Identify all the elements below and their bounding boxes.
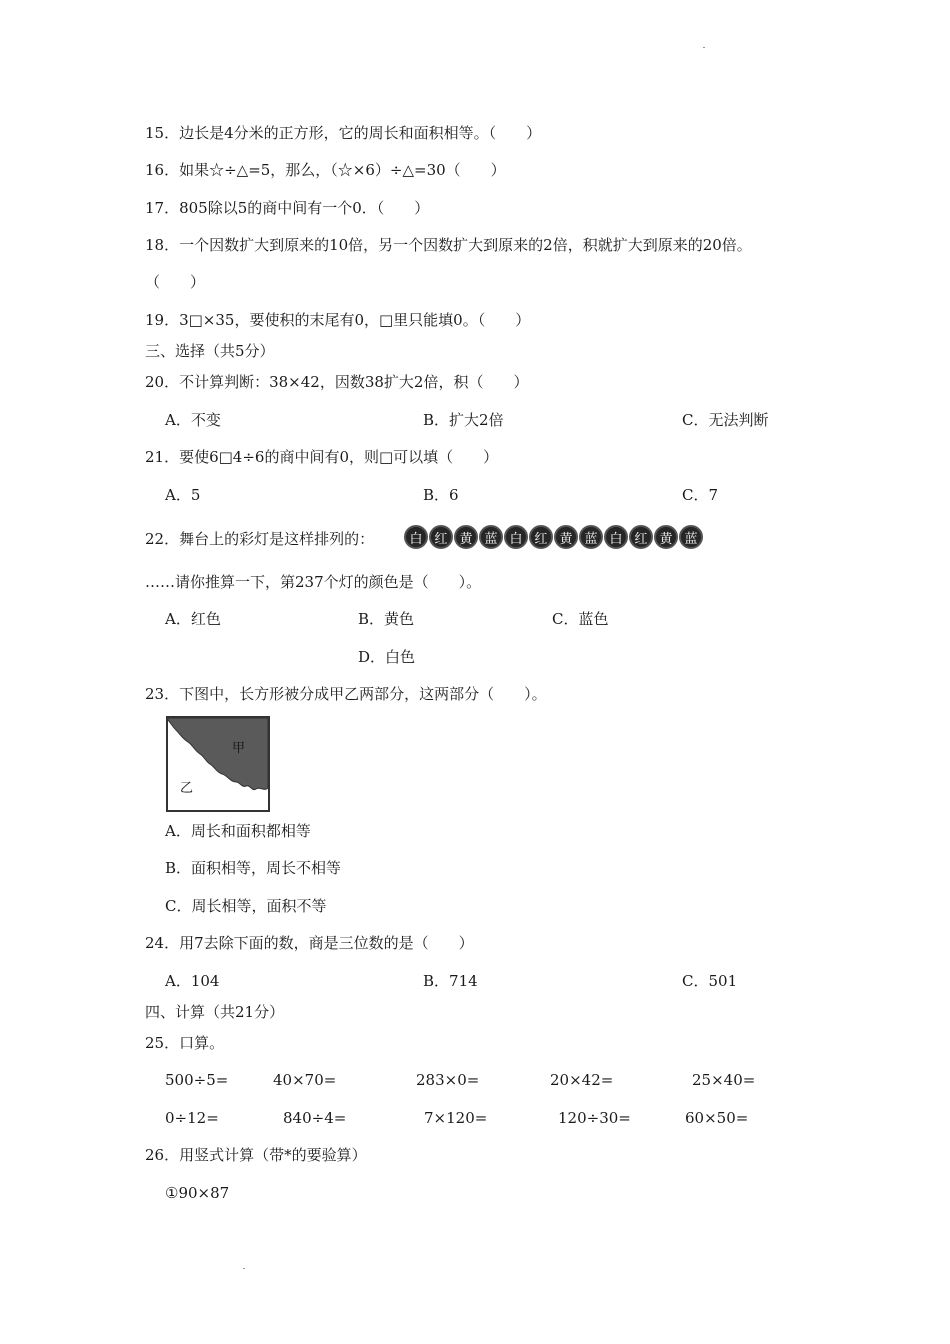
question-21-option-b: B．6 [423, 486, 459, 504]
question-24: 24．用7去除下面的数，商是三位数的是（ ） [145, 934, 474, 952]
calc-item: 25×40= [692, 1071, 756, 1089]
question-22-continued: ……请你推算一下，第237个灯的颜色是（ ）。 [145, 573, 482, 591]
lantern: 红 [529, 525, 553, 549]
question-24-option-c: C．501 [682, 972, 738, 990]
lantern: 蓝 [479, 525, 503, 549]
question-22-option-b: B．黄色 [358, 610, 415, 628]
scan-speck [703, 47, 705, 48]
question-19: 19．3□×35，要使积的末尾有0，□里只能填0。（ ） [145, 311, 531, 329]
calc-item: 500÷5= [165, 1071, 229, 1089]
question-20: 20．不计算判断：38×42，因数38扩大2倍，积（ ） [145, 373, 529, 391]
lantern: 红 [629, 525, 653, 549]
question-22: 22．舞台上的彩灯是这样排列的： [145, 530, 375, 548]
rectangle-split-diagram [166, 716, 270, 812]
section-4-heading: 四、计算（共21分） [145, 1003, 285, 1021]
calc-item: 0÷12= [165, 1109, 219, 1127]
calc-item: 120÷30= [558, 1109, 631, 1127]
rectangle-figure [166, 716, 270, 812]
question-21: 21．要使6□4÷6的商中间有0，则□可以填（ ） [145, 448, 499, 466]
calc-item: 40×70= [273, 1071, 337, 1089]
question-20-option-b: B．扩大2倍 [423, 411, 504, 429]
question-17: 17．805除以5的商中间有一个0．（ ） [145, 199, 430, 217]
question-22-option-a: A．红色 [165, 610, 221, 628]
question-18: 18．一个因数扩大到原来的10倍，另一个因数扩大到原来的2倍，积就扩大到原来的20倍。 [145, 236, 752, 254]
question-24-option-a: A．104 [165, 972, 220, 990]
question-26-item-1: ①90×87 [165, 1184, 230, 1202]
calc-item: 283×0= [416, 1071, 480, 1089]
question-16: 16．如果☆÷△=5，那么，（☆×6）÷△=30（ ） [145, 161, 506, 179]
calc-item: 840÷4= [283, 1109, 347, 1127]
lantern: 黄 [654, 525, 678, 549]
lantern: 白 [504, 525, 528, 549]
calc-item: 60×50= [685, 1109, 749, 1127]
lantern: 蓝 [679, 525, 703, 549]
question-23-option-a: A．周长和面积都相等 [165, 822, 311, 840]
question-22-option-c: C．蓝色 [552, 610, 609, 628]
question-20-option-c: C．无法判断 [682, 411, 769, 429]
lantern-sequence [404, 525, 703, 549]
question-18-answer: （ ） [145, 273, 206, 291]
question-20-option-a: A．不变 [165, 411, 221, 429]
scan-speck [243, 1268, 245, 1269]
question-25: 25．口算。 [145, 1034, 225, 1052]
calc-item: 7×120= [424, 1109, 488, 1127]
question-24-option-b: B．714 [423, 972, 478, 990]
lantern: 蓝 [579, 525, 603, 549]
question-26: 26．用竖式计算（带*的要验算） [145, 1146, 367, 1164]
lantern: 白 [404, 525, 428, 549]
question-23: 23．下图中，长方形被分成甲乙两部分，这两部分（ ）。 [145, 685, 547, 703]
question-21-option-c: C．7 [682, 486, 719, 504]
question-21-option-a: A．5 [165, 486, 201, 504]
section-3-heading: 三、选择（共5分） [145, 342, 275, 360]
label-jia: 甲 [232, 741, 246, 756]
lantern: 红 [429, 525, 453, 549]
lantern: 黄 [554, 525, 578, 549]
lantern: 黄 [454, 525, 478, 549]
question-22-option-d: D．白色 [358, 648, 416, 666]
question-15: 15．边长是4分米的正方形，它的周长和面积相等。（ ） [145, 124, 542, 142]
lantern: 白 [604, 525, 628, 549]
question-23-option-b: B．面积相等，周长不相等 [165, 859, 342, 877]
label-yi: 乙 [180, 781, 194, 796]
question-23-option-c: C．周长相等，面积不等 [165, 897, 327, 915]
calc-item: 20×42= [550, 1071, 614, 1089]
